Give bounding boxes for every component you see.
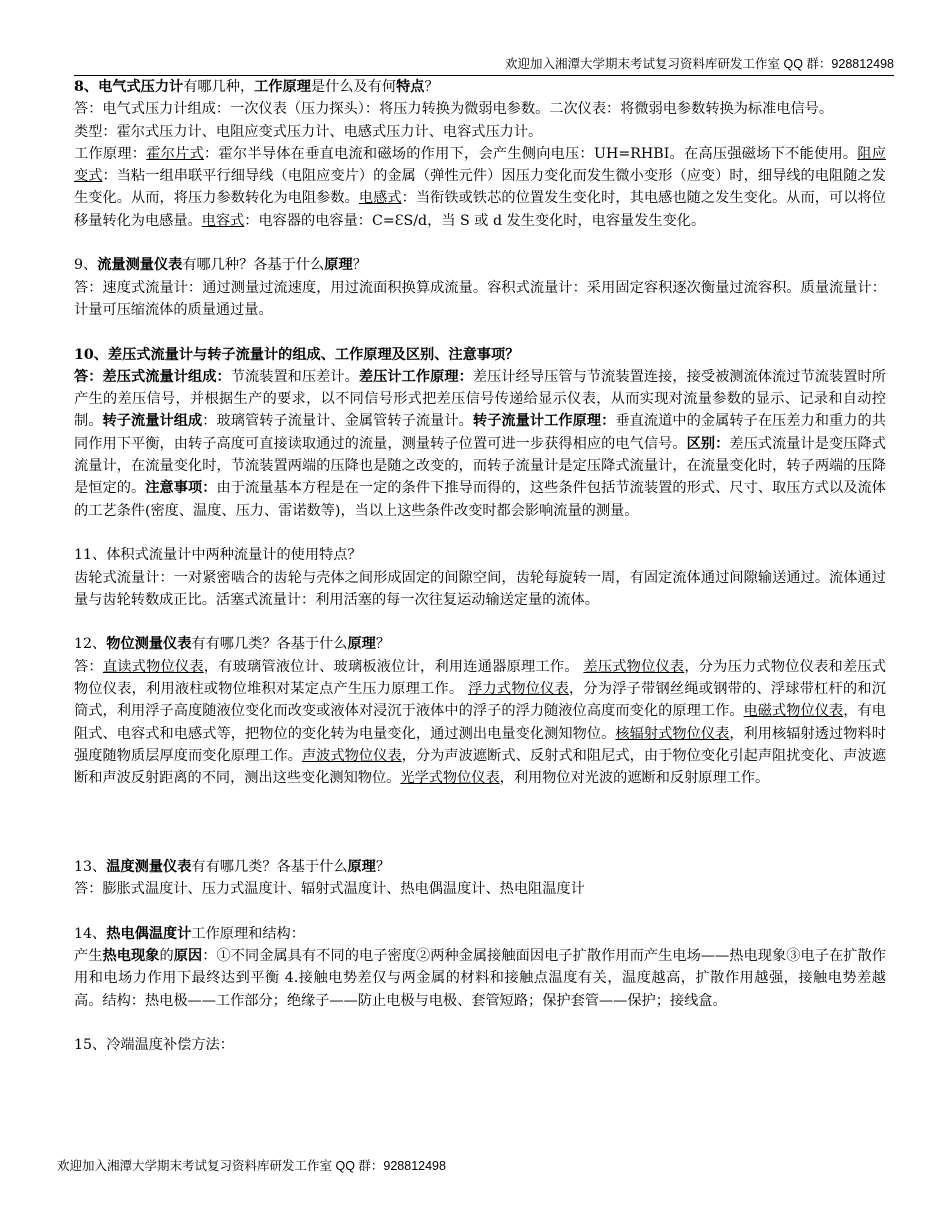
spacer (74, 522, 886, 544)
q13-title: 13、温度测量仪表有有哪几类？各基于什么原理？ (74, 858, 391, 875)
page-header (74, 55, 894, 76)
q8-principle: 工作原理：霍尔片式：霍尔半导体在垂直电流和磁场的作用下，会产生侧向电压：UH=RHBI。在高压强磁场下不能使用。阻应变式：当粘一组串联平行细导线（电阻应变片）的金属（弹性元件）因压力变化而发生微小变形（应变）时，细导线的电阻随之发生变化。从而，将压力参数转化为电阻参数。电感式：当衔铁或铁芯的位置发生变化时，其电感也随之发生变化。从而，可以将位移量转化为电感量。电容式：电容器的电容量：C=ƐS/d，当 S 或 d 发生变化时，电容量发生变化。 (74, 145, 886, 229)
spacer (74, 611, 886, 633)
q9-answer: 答：速度式流量计：通过测量过流速度，用过流面积换算成流量。容积式流量计：采用固定容积逐次衡量过流容积。质量流量计：计量可压缩流体的质量通过量。 (74, 279, 886, 318)
document-body (74, 76, 886, 1056)
page-footer (57, 1156, 446, 1174)
q11-title: 11、体积式流量计中两种流量计的使用特点？ (74, 547, 362, 564)
q10-title: 10、差压式流量计与转子流量计的组成、工作原理及区别、注意事项？ (74, 346, 520, 363)
spacer (74, 834, 886, 856)
footer-text: 欢迎加入湘潭大学期末考试复习资料库研发工作室 QQ 群：928812498 (57, 1159, 446, 1173)
q8-answer: 答：电气式压力计组成：一次仪表（压力探头）：将压力转换为微弱电参数。二次仪表：将微弱电参数转换为标准电信号。 (74, 101, 834, 118)
q14-answer: 产生热电现象的原因：①不同金属具有不同的电子密度②两种金属接触面因电子扩散作用而产生电场——热电现象③电子在扩散作用和电场力作用下最终达到平衡 4.接触电势差仅与两金属的材料和接触点温度有关，温度越高，扩散作用越强，接触电势差越高。结构：热电极——工作部分；绝缘子——防止电极与电极、套管短路；保护套管——保护；接线盒。 (74, 947, 886, 1009)
spacer (74, 790, 886, 834)
spacer (74, 232, 886, 254)
q13-answer: 答：膨胀式温度计、压力式温度计、辐射式温度计、热电偶温度计、热电阻温度计 (74, 881, 585, 898)
q8-types: 类型：霍尔式压力计、电阻应变式压力计、电感式压力计、电容式压力计。 (74, 123, 543, 140)
q12-answer: 答：直读式物位仪表，有玻璃管液位计、玻璃板液位计，利用连通器原理工作。 差压式物位仪表，分为压力式物位仪表和差压式物位仪表，利用液柱或物位堆积对某定点产生压力原理工作。 浮力式物位仪表，分为浮子带钢丝绳或钢带的、浮球带杠杆的和沉筒式，利用浮子高度随液位变化而改变或液体对浸沉于液体中的浮子的浮力随液位高度而变化的原理工作。电磁式物位仪表，有电阻式、电容式和电感式等，把物位的变化转为电量变化，通过测出电量变化测知物位。核辐射式物位仪表，利用核辐射透过物料时强度随物质层厚度而变化原理工作。声波式物位仪表，分为声波遮断式、反射式和阻尼式，由于物位变化引起声阻扰变化、声波遮断和声波反射距离的不同，测出这些变化测知物位。光学式物位仪表，利用物位对光波的遮断和反射原理工作。 (74, 658, 886, 787)
spacer (74, 900, 886, 922)
q14-title: 14、热电偶温度计工作原理和结构： (74, 925, 305, 942)
spacer (74, 321, 886, 343)
q15-title: 15、冷端温度补偿方法： (74, 1037, 234, 1054)
header-text: 欢迎加入湘潭大学期末考试复习资料库研发工作室 QQ 群：928812498 (505, 57, 894, 71)
q10-answer: 答：差压式流量计组成：节流装置和压差计。差压计工作原理：差压计经导压管与节流装置连接，接受被测流体流过节流装置时所产生的差压信号，并根据生产的要求，以不同信号形式把差压信号传递给显示仪表，从而实现对流量参数的显示、记录和自动控制。转子流量计组成：玻璃管转子流量计、金属管转子流量计。转子流量计工作原理：垂直流道中的金属转子在压差力和重力的共同作用下平衡，由转子高度可直接读取通过的流量，测量转子位置可进一步获得相应的电气信号。区别：差压式流量计是变压降式流量计，在流量变化时，节流装置两端的压降也是随之改变的，而转子流量计是定压降式流量计，在流量变化时，转子两端的压降是恒定的。注意事项：由于流量基本方程是在一定的条件下推导而得的，这些条件包括节流装置的形式、尺寸、取压方式以及流体的工艺条件(密度、温度、压力、雷诺数等)，当以上这些条件改变时都会影响流量的测量。 (74, 368, 886, 519)
q9-title: 9、流量测量仪表有哪几种？各基于什么原理？ (74, 257, 367, 274)
spacer (74, 1012, 886, 1034)
q8-title: 8、电气式压力计有哪几种，工作原理是什么及有何特点？ (74, 79, 439, 95)
q12-title: 12、物位测量仪表有有哪几类？各基于什么原理？ (74, 636, 391, 653)
q11-answer: 齿轮式流量计：一对紧密啮合的齿轮与壳体之间形成固定的间隙空间，齿轮每旋转一周，有固定流体通过间隙输送通过。流体通过量与齿轮转数成正比。活塞式流量计：利用活塞的每一次往复运动输送定量的流体。 (74, 569, 886, 608)
